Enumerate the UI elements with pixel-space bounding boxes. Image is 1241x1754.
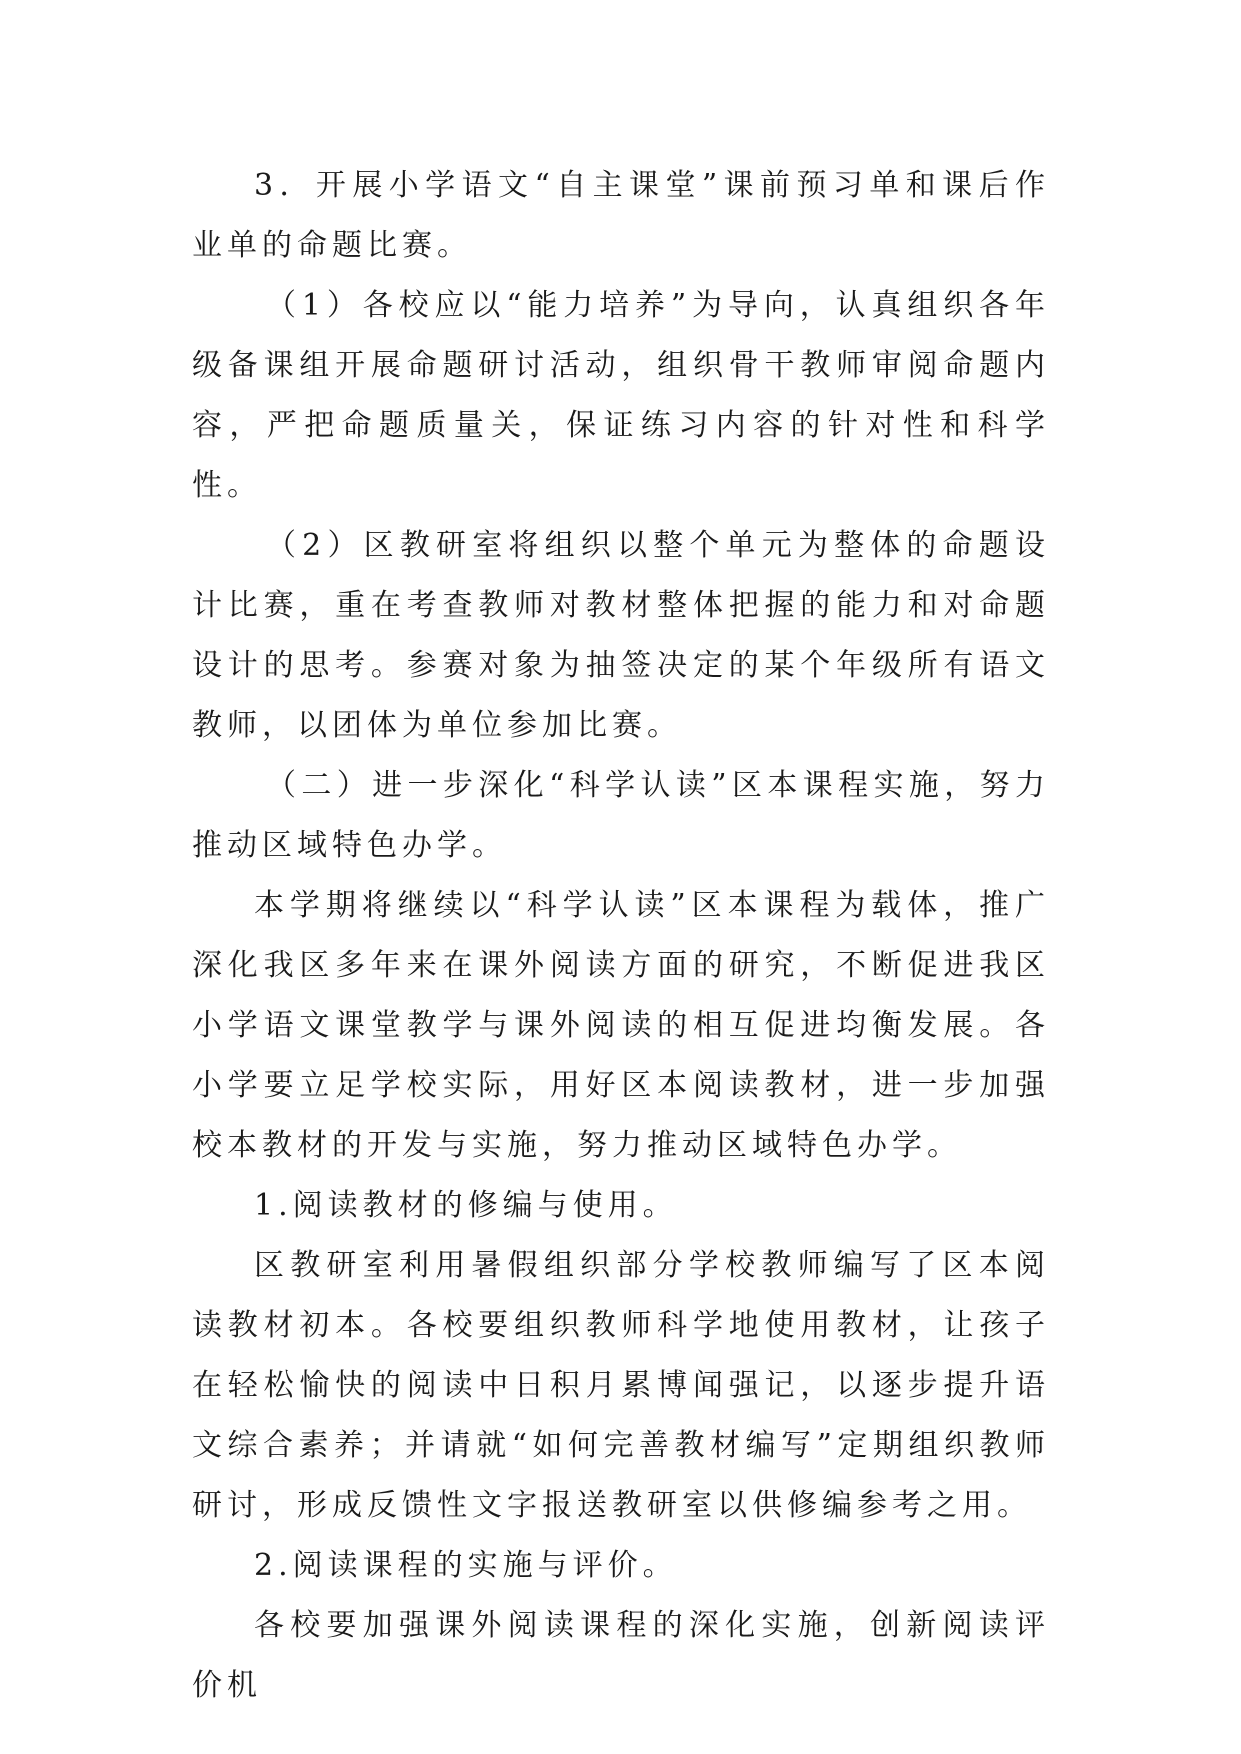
paragraph-subheading-2: 2.阅读课程的实施与评价。 [254,1548,678,1583]
paragraph-subheading-1-body: 区教研室利用暑假组织部分学校教师编写了区本阅读教材初本。各校要组织教师科学地使用教材，让孩子在轻松愉快的阅读中日积月累博闻强记，以逐步提升语文综合素养；并请就“如何完善教材编写”定期组织教师研讨，形成反馈性文字报送教研室以供修编参考之用。 [192,1248,1050,1523]
paragraph-item-2: （2）区教研室将组织以整个单元为整体的命题设计比赛，重在考查教师对教材整体把握的能力和对命题设计的思考。参赛对象为抽签决定的某个年级所有语文教师，以团体为单位参加比赛。 [192,528,1050,743]
paragraph-section-2-heading: （二）进一步深化“科学认读”区本课程实施，努力推动区域特色办学。 [192,768,1050,863]
paragraph-subheading-1: 1.阅读教材的修编与使用。 [254,1188,678,1223]
paragraph-section-3-heading: 3．开展小学语文“自主课堂”课前预习单和课后作业单的命题比赛。 [192,168,1050,263]
paragraph-section-2-body: 本学期将继续以“科学认读”区本课程为载体，推广深化我区多年来在课外阅读方面的研究，不断促进我区小学语文课堂教学与课外阅读的相互促进均衡发展。各小学要立足学校实际，用好区本阅读教材，进一步加强校本教材的开发与实施，努力推动区域特色办学。 [192,888,1050,1163]
paragraph-item-1: （1）各校应以“能力培养”为导向，认真组织各年级备课组开展命题研讨活动，组织骨干教师审阅命题内容，严把命题质量关，保证练习内容的针对性和科学性。 [192,288,1050,503]
paragraph-subheading-2-body: 各校要加强课外阅读课程的深化实施，创新阅读评价机 [192,1608,1050,1703]
document-body [192,156,1050,1716]
